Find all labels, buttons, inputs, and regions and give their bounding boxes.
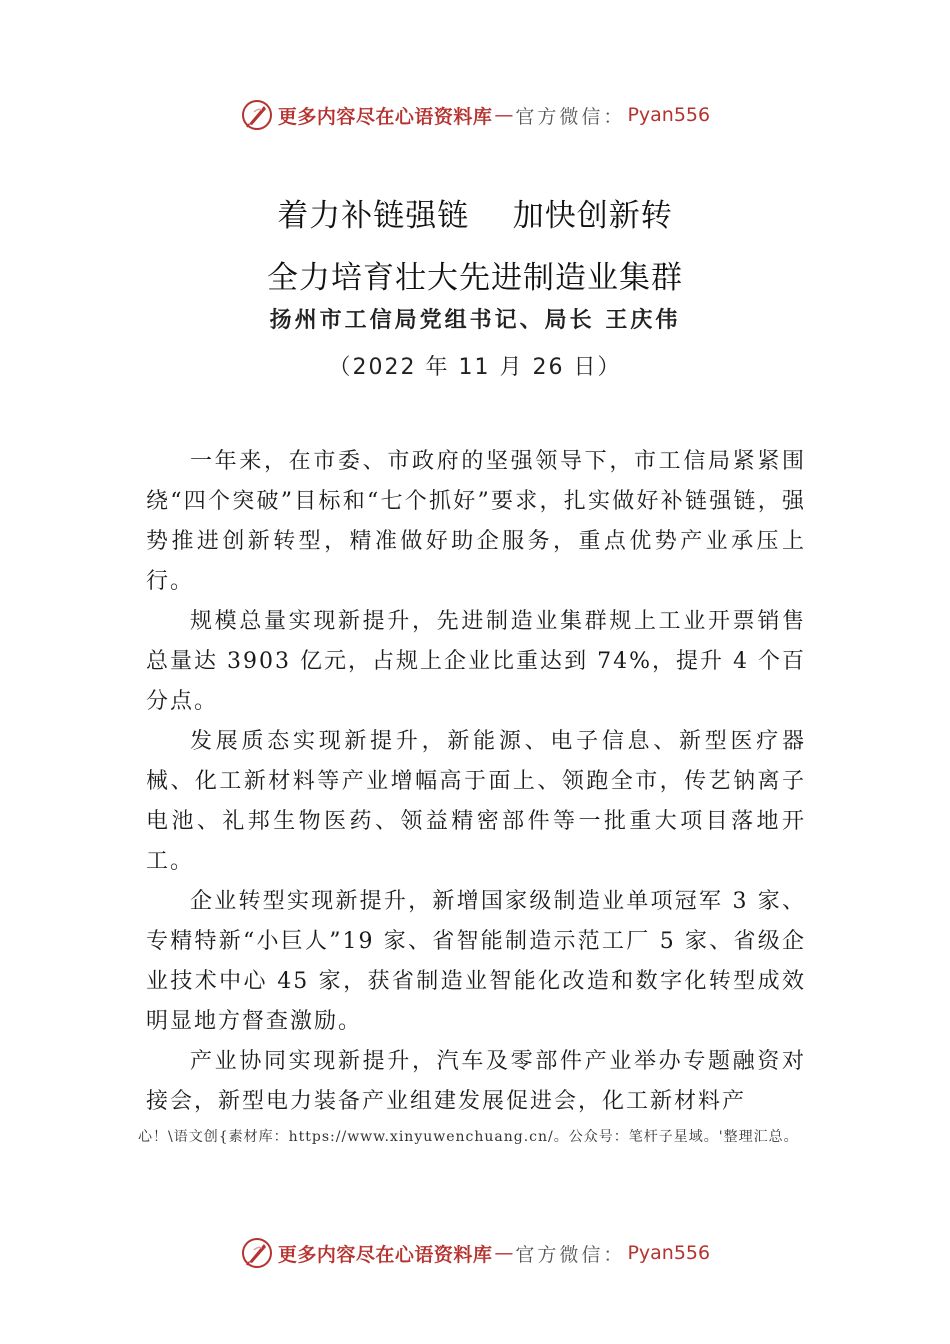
document-title-line-1: 着力补链强链 加快创新转 [277,198,673,234]
body-paragraph: 发展质态实现新提升，新能源、电子信息、新型医疗器械、化工新材料等产业增幅高于面上、领跑全市，传艺钠离子电池、礼邦生物医药、领益精密部件等一批重大项目落地开工。 [146,729,806,874]
banner-wechat-id: Pyan556 [627,1242,711,1264]
banner-dash: — [494,1242,514,1264]
banner-official-label: 官方微信： [515,1243,626,1266]
banner-brand-text: 更多内容尽在心语资料库 [277,1243,493,1266]
banner-wechat-id: Pyan556 [627,104,711,126]
banner-official-label: 官方微信： [515,105,626,128]
document-title-line-2: 全力培育壮大先进制造业集群 [267,260,683,296]
body-paragraph: 企业转型实现新提升，新增国家级制造业单项冠军 3 家、专精特新“小巨人”19 家、省智能制造示范工厂 5 家、省级企业技术中心 45 家，获省制造业智能化改造和数字化转型成效明显地方督查激励。 [146,889,806,1034]
footer-banner [0,1233,950,1273]
quill-pen-logo-icon [240,1236,274,1270]
body-paragraph: 一年来，在市委、市政府的坚强领导下，市工信局紧紧围绕“四个突破”目标和“七个抓好”要求，扎实做好补链强链，强势推进创新转型，精准做好助企服务，重点优势产业承压上行。 [146,449,806,594]
body-paragraph: 产业协同实现新提升，汽车及零部件产业举办专题融资对接会，新型电力装备产业组建发展促进会，化工新材料产 [146,1049,806,1114]
banner-brand-text: 更多内容尽在心语资料库 [277,105,493,128]
document-date: （2022 年 11 月 26 日） [328,355,622,380]
document-author: 扬州市工信局党组书记、局长 王庆伟 [269,307,681,333]
document-body [146,442,806,1122]
quill-pen-logo-icon [240,98,274,132]
body-paragraph: 规模总量实现新提升，先进制造业集群规上工业开票销售总量达 3903 亿元，占规上企业比重达到 74%，提升 4 个百分点。 [146,609,806,714]
header-banner [0,95,950,135]
source-footnote: 心！\语文创{素材库：https://www.xinyuwenchuang.cn/。公众号：笔杆子星域。'整理汇总。 [138,1129,799,1145]
banner-dash: — [494,104,514,126]
